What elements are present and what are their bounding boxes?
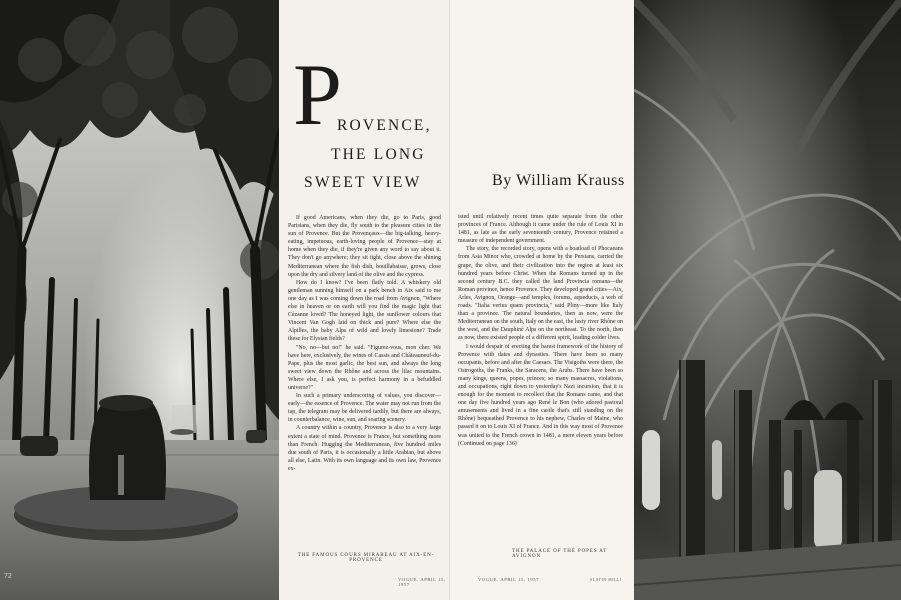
paragraph: How do I know? I've been flatly told. A whiskery old gentleman sunning himself on a park bench in Aix said to me one day as I was coming down the road from Avignon, "Where else in heaven or on earth will you find the magic light that Cézanne loved? The honeyed light, the sunflower colours that Vincent Van Gogh laid on thick and pure? Where else the Alpilles, the baby Alps of wild and lovely limestone? Trade these for Elysian fields? [288,279,441,343]
byline: By William Krauss [492,172,625,189]
avenue-photo [0,0,279,600]
folio-right: VOGUE, APRIL 15, 1957 [478,577,540,582]
left-text-page [279,0,450,600]
paragraph: A country within a country, Provence is also to a very large extent a state of mind. Provence is France, but something more than French. Hugging the Mediterranean, five hundred miles due south of Paris, it is occasionally a little Arabian, but above all else, Latin. With its own language and its own law, Provence ex- [288,425,441,472]
paragraph: In such a primary underscoring of values, you discover—early—the essence of Provence. The water may not run from the tap, the telegram may be delivered tardily, but there are always, in counterbalance, wine, sun, and soaring scenery. [288,393,441,424]
article-column-left [288,214,441,473]
paragraph: I would despair of erecting the barest framework of the history of Provence with dates and dynasties. There have been so many occupants, before and after the Caesars. The Visigoths were there, the Ostrogoths, the Franks, the Saracens, the Arabs. There have been so many kings, queens, popes, princes; so many massacres, violations, and occupations, right down to yesterday's Nazi incursion, that it is enough for the moment to recollect that the Romans came, and that one day five hundred years ago René le Bon (who adored pastoral amusements and lived in a fine castle that's still standing on the Rhône) bequeathed Provence to his nephew, Charles of Maine, who passed it on to Louis XI of France. And in this way most of Provence was united to the French crown in 1481, a mere eleven years before (Continued on page 136) [458,343,623,447]
page-number: 72 [4,573,12,580]
paragraph: "No, no—but no!" he said. "Figurez-vous, mon cher. We have here, exclusively, the wines of Cassis and Châteauneuf-du-Pape, plus the most garlic, the best sun, and always the long sweet view down the Rhône and across the lilac mountains. Where else, I ask you, is perfect harmony in a befuddled universe?" [288,344,441,391]
right-text-page [450,0,634,600]
title-line-1: ROVENCE, [337,117,432,134]
title-dropcap: P [293,47,340,144]
title-line-3: SWEET VIEW [304,174,422,191]
paragraph: If good Americans, when they die, go to Paris, good Parisians, when they die, fly south to the pleasure cities in the sun of Provence. But the Provençaux—the big-talking, heavy-eating, impetuous, earth-loving people of Provence—stay at home when they die, if they're given any word to say about it. They don't go anywhere; they sit tight, close above the shining Mediterranean where the fish dish, bouillabaisse, grows, close upon the dry and silvery land of the olive and the cypress. [288,215,441,278]
article-column-right [458,213,623,448]
title-line-2: THE LONG [331,146,426,163]
paragraph: isted until relatively recent times quite separate from the other provinces of France. Although it came under the rule of Louis XI in 1481, as late as the early seventeenth century, Provence retained a measure of independent government. [458,214,623,245]
photo-caption-left: THE FAMOUS COURS MIRABEAU AT AIX-EN-PROVENCE [297,553,435,563]
paragraph: The story, the recorded story, opens with a boatload of Phocaeans from Asia Minor who, crowded at home by the Persians, carried the grape, the olive, and their civilization into the region at least six hundred years before Christ. When the Romans turned up in the second century B.C. they called the land Provincia romana—the Roman province, hence Provence. They developed grand cities—Aix, Arles, Avignon, Orange—and temples, forums, aqueducts, a web of roads. "Italia verius quam provincia," said Pliny—more like Italy than a province. The natural boundaries, then as now, were the Mediterranean on the south, Italy on the east, the lusty river Rhône on the west, and the Dauphiné Alps on the northeast. To the north, then as now, there existed people of a different spirit, leading colder lives. [458,246,623,342]
photo-credit: SLATIN MILLI [590,578,622,582]
folio-left: VOGUE, APRIL 15, 1957 [398,577,446,587]
photo-caption-right: THE PALACE OF THE POPES AT AVIGNON [512,549,608,559]
vaulted-hall-photo [634,0,901,600]
